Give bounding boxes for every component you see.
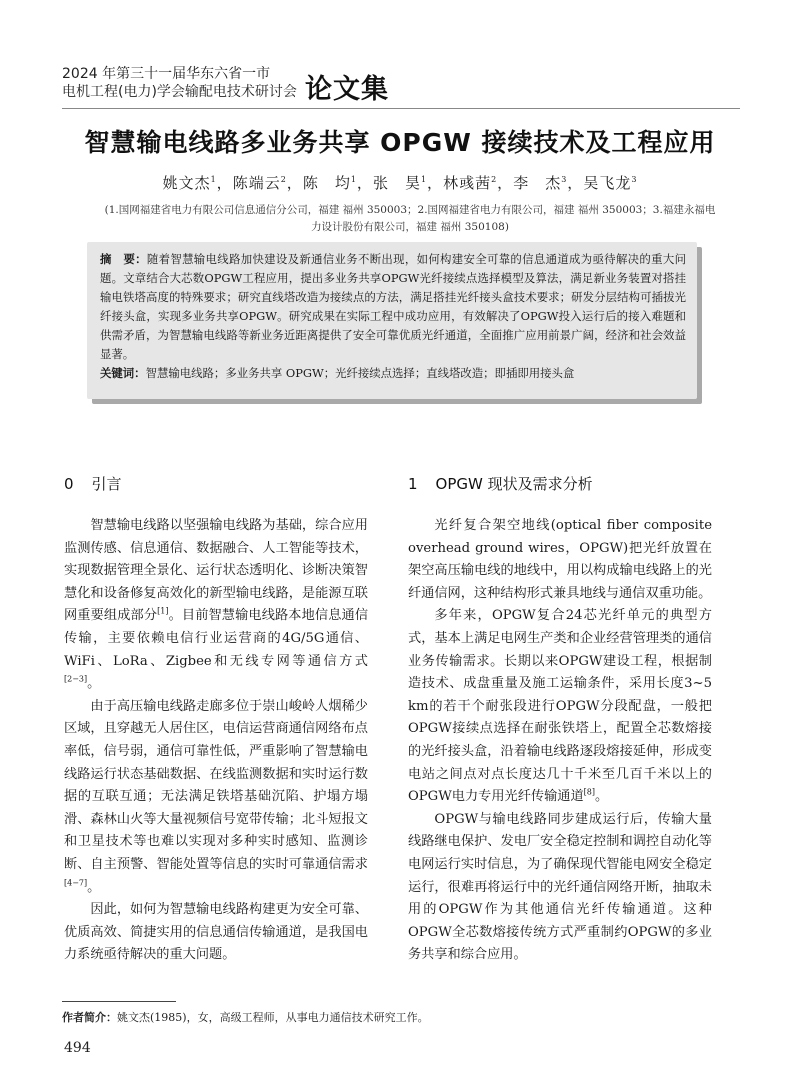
author: 李 杰$^3$ [513, 174, 568, 192]
footnote-label: 作者简介： [62, 1011, 117, 1024]
keywords [100, 364, 686, 383]
paper-title: 智慧输电线路多业务共享 OPGW 接续技术及工程应用 [84, 128, 716, 157]
section-number: 0 [64, 475, 74, 493]
section-heading-opgw-status [408, 473, 593, 494]
author: 林彧茜$^2$ [443, 174, 498, 192]
author: 姚文杰$^1$ [162, 174, 217, 192]
abstract [100, 250, 686, 363]
author-list: 姚文杰$^1$，陈端云$^2$，陈 均$^1$，张 昊$^1$，林彧茜$^2$，李 杰$^3$，吴飞龙$^3$ [162, 174, 638, 192]
paragraph: 因此，如何为智慧输电线路构建更为安全可靠、优质高效、简捷实用的信息通信传输通道，是我国电力系统亟待解决的重大问题。 [64, 902, 368, 963]
author-bio-footnote [62, 1009, 429, 1025]
left-column [64, 515, 368, 967]
section-title: OPGW 现状及需求分析 [435, 475, 593, 493]
keywords-label: 关键词： [100, 366, 146, 381]
journal-header-line2: 电机工程(电力)学会输配电技术研讨会 [62, 84, 297, 100]
section-title: 引言 [91, 475, 122, 493]
paragraph: 智慧输电线路以坚强输电线路为基础，综合应用监测传感、信息通信、数据融合、人工智能等技术，实现数据管理全景化、运行状态透明化、诊断决策智慧化和设备修复高效化的新型输电线路，是能源互联网重要组成部分[1]。目前智慧输电线路本地信息通信传输，主要依赖电信行业运营商的4G/5G通信、WiFi、LoRa、Zigbee和无线专网等通信方式[2−3]。 [64, 518, 369, 692]
abstract-text: 随着智慧输电线路加快建设及新通信业务不断出现，如何构建安全可靠的信息通道成为亟待解决的重大问题。文章结合大芯数OPGW工程应用，提出多业务共享OPGW光纤接续点选择模型及算法，满足新业务装置对搭挂输电铁塔高度的特殊要求；研究直线塔改造为接续点的方法，满足搭挂光纤接头盒技术要求；研发分层结构可插拔光纤接头盒，实现多业务共享OPGW。研究成果在实际工程中成功应用，有效解决了OPGW投入运行后的接入难题和供需矛盾，为智慧输电线路等新业务近距离提供了安全可靠优质光纤通道，全面推广应用前景广阔，经济和社会效益显著。 [100, 252, 686, 361]
author-affiliation: (1.国网福建省电力有限公司信息通信分公司，福建 福州 350003；2.国网福建省电力有限公司，福建 福州 350003；3.福建永福电力设计股份有限公司，福建 福州 350108) [104, 204, 716, 233]
author: 张 昊$^1$ [372, 174, 428, 192]
section-number: 1 [408, 475, 418, 493]
author: 吴飞龙$^3$ [583, 174, 638, 192]
footnote-divider [62, 1001, 176, 1002]
abstract-label: 摘 要： [100, 252, 147, 266]
header-divider [62, 108, 740, 109]
paragraph: 多年来，OPGW复合24芯光纤单元的典型方式，基本上满足电网生产类和企业经营管理类的通信业务传输需求。长期以来OPGW建设工程，根据制造技术、成盘重量及施工运输条件，采用长度3~5 km的若干个耐张段进行OPGW分段配盘，一般把OPGW接续点选择在耐张铁塔上，配置全芯数熔接的光纤接头盒，沿着输电线路逐段熔接延伸，形成变电站之间点对点长度达几十千米至几百千米以上的OPGW电力专用光纤传输通道[8]。 [408, 608, 712, 805]
page-number: 494 [64, 1040, 91, 1056]
section-heading-introduction [64, 473, 122, 494]
author: 陈端云$^2$ [232, 174, 287, 192]
footnote-text: 姚文杰(1985)，女，高级工程师，从事电力通信技术研究工作。 [117, 1011, 429, 1024]
paragraph: 由于高压输电线路走廊多位于崇山峻岭人烟稀少区域，且穿越无人居住区，电信运营商通信网络布点率低，信号弱，通信可靠性低，严重影响了智慧输电线路运行状态基础数据、在线监测数据和实时运行数据的互联互通；无法满足铁塔基础沉陷、护塌方塌滑、森林山火等大量视频信号宽带传输；北斗短报文和卫星技术等也难以实现对多种实时感知、监测诊断、自主预警、智能处置等信息的实时可靠通信需求[4−7]。 [64, 698, 368, 895]
paragraph: OPGW与输电线路同步建成运行后，传输大量线路继电保护、发电厂安全稳定控制和调控自动化等电网运行实时信息，为了确保现代智能电网安全稳定运行，很难再将运行中的光纤通信网络开断，抽取未用的OPGW作为其他通信光纤传输通道。这种OPGW全芯数熔接传统方式严重制约OPGW的多业务共享和综合应用。 [408, 811, 712, 963]
journal-header-line1: 2024 年第三十一届华东六省一市 [62, 66, 271, 82]
right-column [408, 515, 712, 967]
keywords-text: 智慧输电线路；多业务共享 OPGW；光纤接续点选择；直线塔改造；即插即用接头盒 [145, 366, 575, 381]
abstract-box [87, 242, 697, 399]
author: 陈 均$^1$ [302, 174, 357, 192]
paragraph: 光纤复合架空地线(optical fiber composite overhead ground wires，OPGW)把光纤放置在架空高压输电线的地线中，用以构成输电线路上的光纤通信网，这种结构形式兼具地线与通信双重功能。 [408, 518, 712, 601]
journal-header-collection: 论文集 [305, 74, 389, 105]
